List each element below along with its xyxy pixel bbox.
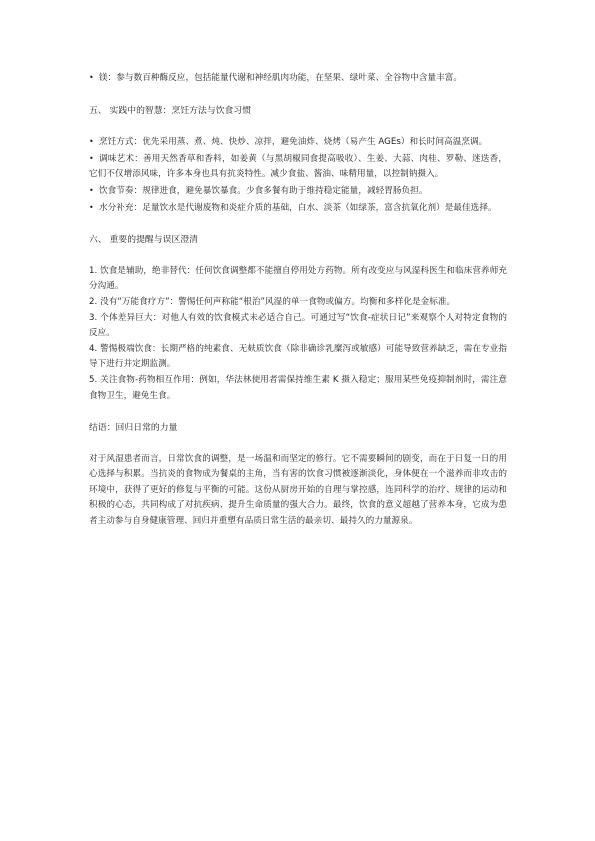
- bullet-icon: •: [89, 153, 94, 163]
- reminder-item-2: 2. 没有“万能食疗方”：警惕任何声称能“根治”风湿的单一食物或偏方。均衡和多样化是金标准。: [89, 296, 456, 307]
- seasoning-text: 调味艺术：善用天然香草和香料，如姜黄（与黑胡椒同食提高吸收）、生姜、大蒜、肉桂、罗勒、迷迭香，它们不仅增添风味，许多本身也具有抗炎特性。减少食盐、酱油、味精用量，以控制钠摄入。: [89, 153, 507, 180]
- document-content: [89, 70, 507, 530]
- reminder-item-3: 3. 个体差异巨大：对他人有效的饮食模式未必适合自己。可通过写“饮食-症状日记”来观察个人对特定食物的反应。: [89, 312, 507, 339]
- seasoning-bullet: [89, 151, 507, 183]
- eating-rhythm-bullet: [89, 183, 507, 200]
- bullet-icon: •: [89, 202, 94, 212]
- conclusion-paragraph: 对于风湿患者而言，日常饮食的调整，是一场温和而坚定的修行。它不需要瞬间的剧变，而在于日复一日的用心选择与积累。当抗炎的食物成为餐桌的主角，当有害的饮食习惯被逐渐淡化，身体便在一个滋养而非攻击的环境中，获得了更好的修复与平衡的可能。这份从厨房开始的自理与掌控感，连同科学的治疗、规律的运动和积极的心态，共同构成了对抗疾病、提升生命质量的强大合力。最终，饮食的意义超越了营养本身，它成为患者主动参与自身健康管理、回归并重塑有品质日常生活的最亲切、最持久的力量源泉。: [89, 453, 507, 527]
- section-5-heading: 五、 实践中的智慧：烹饪方法与饮食习惯: [89, 105, 252, 116]
- cooking-method-bullet: [89, 134, 507, 151]
- bullet-icon: •: [89, 73, 94, 82]
- bullet-icon: •: [89, 185, 94, 195]
- reminder-item-5: 5. 关注食物-药物相互作用：例如，华法林使用者需保持维生素 K 摄入稳定；服用某些免疫抑制剂时，需注意食物卫生，避免生食。: [89, 374, 507, 401]
- conclusion-heading: 结语：回归日常的力量: [89, 423, 178, 434]
- magnesium-bullet-text: 镁：参与数百种酶反应，包括能量代谢和神经肌肉功能，在坚果、绿叶菜、全谷物中含量丰富。: [99, 73, 463, 83]
- hydration-bullet: [89, 200, 507, 217]
- reminder-item-4: 4. 警惕极端饮食：长期严格的纯素食、无麸质饮食（除非确诊乳糜泻或敏感）可能导致营养缺乏，需在专业指导下进行并定期监测。: [89, 343, 507, 370]
- cooking-method-text: 烹饪方式：优先采用蒸、煮、炖、快炒、凉拌，避免油炸、烧烤（易产生 AGEs）和长时间高温烹调。: [99, 137, 488, 148]
- hydration-text: 水分补充：足量饮水是代谢废物和炎症介质的基础，白水、淡茶（如绿茶，富含抗氧化剂）是最佳选择。: [99, 202, 497, 213]
- eating-rhythm-text: 饮食节奏：规律进食，避免暴饮暴食。少食多餐有助于维持稳定能量，减轻胃肠负担。: [99, 185, 428, 196]
- reminder-item-1: 1. 饮食是辅助，绝非替代：任何饮食调整都不能擅自停用处方药物。所有改变应与风湿科医生和临床营养师充分沟通。: [89, 265, 507, 292]
- section-6-heading: 六、 重要的提醒与误区澄清: [89, 235, 199, 246]
- magnesium-bullet: [89, 70, 507, 87]
- bullet-icon: •: [89, 137, 94, 147]
